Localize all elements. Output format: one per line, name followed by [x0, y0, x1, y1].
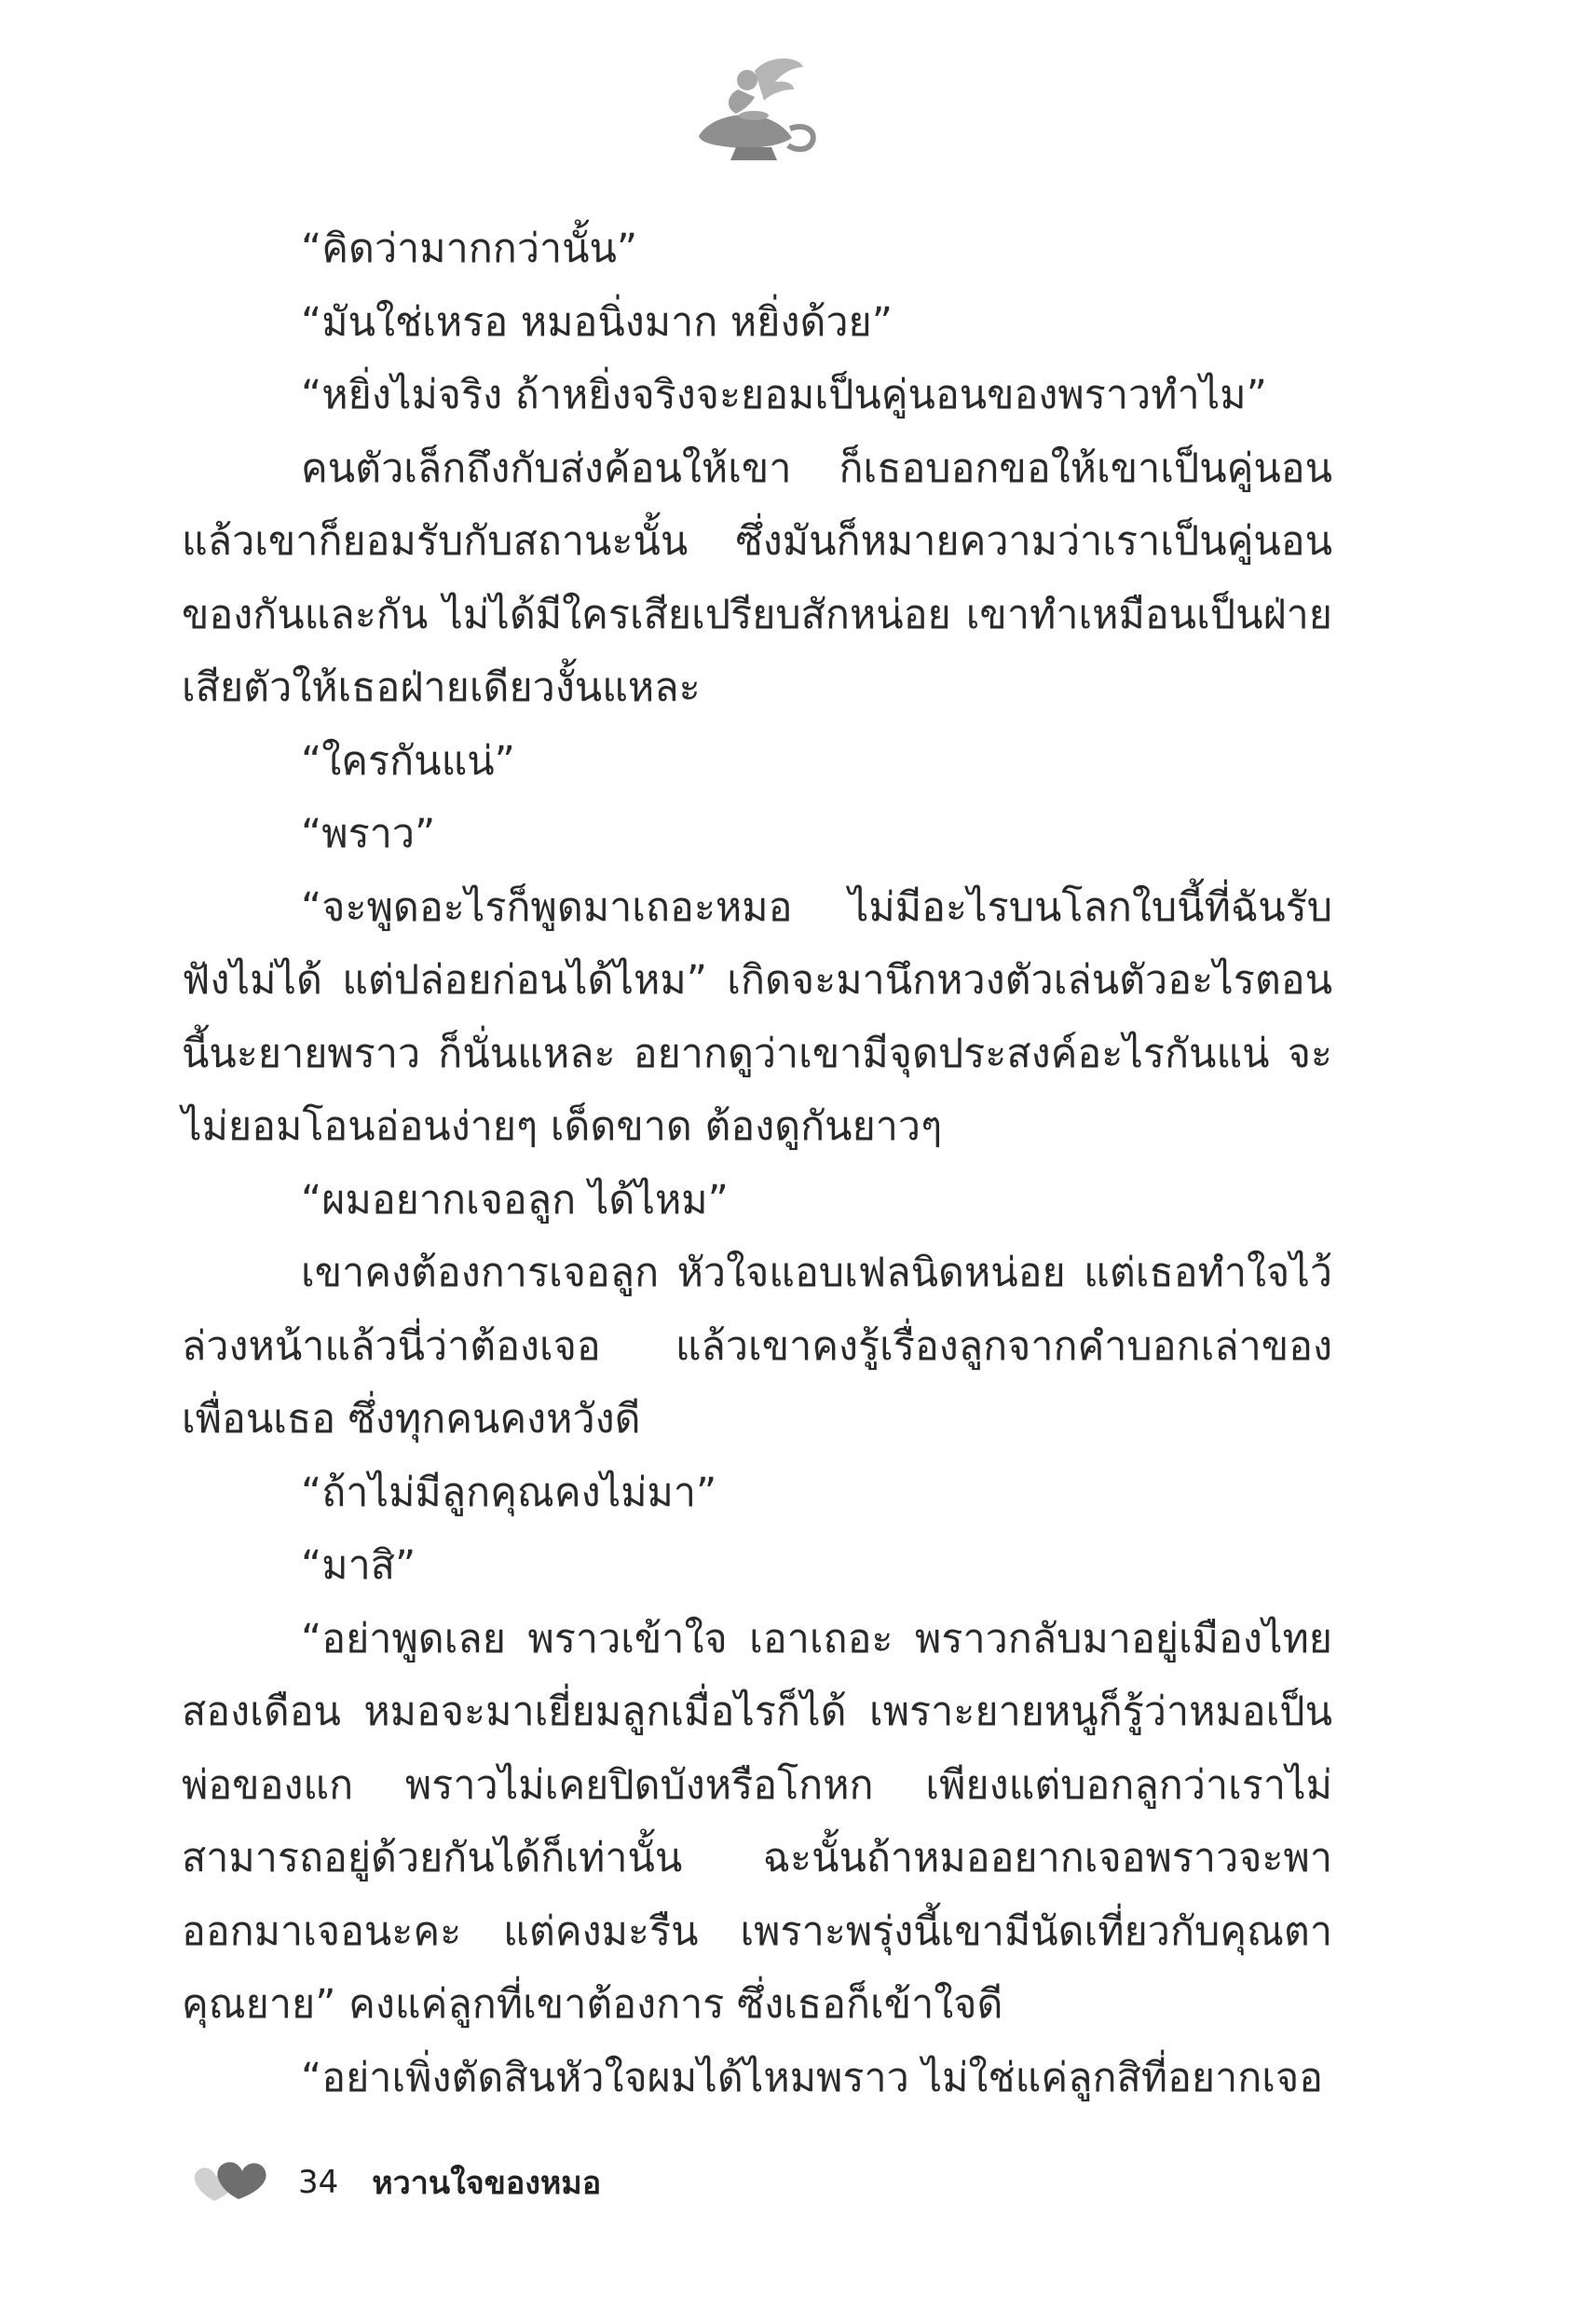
paragraph: เขาคงต้องการเจอลูก หัวใจแอบเฟลนิดหน่อย แต่เธอทำใจไว้ล่วงหน้าแล้วนี่ว่าต้องเจอ แล้วเขาคงรู้เรื่องลูกจากคำบอกเล่าของเพื่อนเธอ ซึ่งทุกคนคงหวังดี: [182, 1250, 1332, 1443]
paragraph: “ใครกันแน่”: [301, 737, 515, 785]
paragraph: “พราว”: [301, 811, 436, 857]
paragraph: “จะพูดอะไรก็พูดมาเถอะหมอ ไม่มีอะไรบนโลกใบนี้ที่ฉันรับฟังไม่ได้ แต่ปล่อยก่อนได้ไหม” เกิดจะมานึกหวงตัวเล่นตัวอะไรตอนนี้นะยายพราว ก็นั่นแหละ อยากดูว่าเขามีจุดประสงค์อะไรกันแน่ จะไม่ยอมโอนอ่อนง่ายๆ เด็ดขาด ต้องดูกันยาวๆ: [182, 883, 1332, 1150]
paragraph: “อย่าเพิ่งตัดสินหัวใจผมได้ไหมพราว ไม่ใช่แค่ลูกสิที่อยากเจอ: [301, 2054, 1323, 2101]
hearts-icon: [186, 2154, 270, 2210]
page-footer: [186, 2154, 601, 2210]
paragraph: “หยิ่งไม่จริง ถ้าหยิ่งจริงจะยอมเป็นคู่นอนของพราวทำไม”: [301, 372, 1267, 418]
page-number: 34: [298, 2164, 339, 2201]
body-text: [182, 212, 1332, 2114]
cupid-lamp-ornament-icon: [689, 54, 820, 166]
paragraph: “คิดว่ามากกว่านั้น”: [301, 226, 638, 272]
paragraph: “อย่าพูดเลย พราวเข้าใจ เอาเถอะ พราวกลับมาอยู่เมืองไทยสองเดือน หมอจะมาเยี่ยมลูกเมื่อไรก็ได้ เพราะยายหนูก็รู้ว่าหมอเป็นพ่อของแก พราวไม่เคยปิดบังหรือโกหก เพียงแต่บอกลูกว่าเราไม่สามารถอยู่ด้วยกันได้ก็เท่านั้น ฉะนั้นถ้าหมออยากเจอพราวจะพาออกมาเจอนะคะ แต่คงมะรืน เพราะพรุ่งนี้เขามีนัดเที่ยวกับคุณตาคุณยาย” คงแค่ลูกที่เขาต้องการ ซึ่งเธอก็เข้าใจดี: [182, 1615, 1332, 2028]
paragraph: “มาสิ”: [301, 1542, 416, 1589]
paragraph: “ผมอยากเจอลูก ได้ไหม”: [301, 1176, 729, 1224]
book-title: หวานใจของหมอ: [372, 2165, 602, 2202]
paragraph: “มันใช่เหรอ หมอนิ่งมาก หยิ่งด้วย”: [301, 298, 893, 346]
paragraph: “ถ้าไม่มีลูกคุณคงไม่มา”: [301, 1469, 717, 1516]
paragraph: คนตัวเล็กถึงกับส่งค้อนให้เขา ก็เธอบอกขอให้เขาเป็นคู่นอน แล้วเขาก็ยอมรับกับสถานะนั้น ซึ่งมันก็หมายความว่าเราเป็นคู่นอนของกันและกัน ไม่ได้มีใครเสียเปรียบสักหน่อย เขาทำเหมือนเป็นฝ่ายเสียตัวให้เธอฝ่ายเดียวงั้นแหละ: [182, 444, 1332, 711]
